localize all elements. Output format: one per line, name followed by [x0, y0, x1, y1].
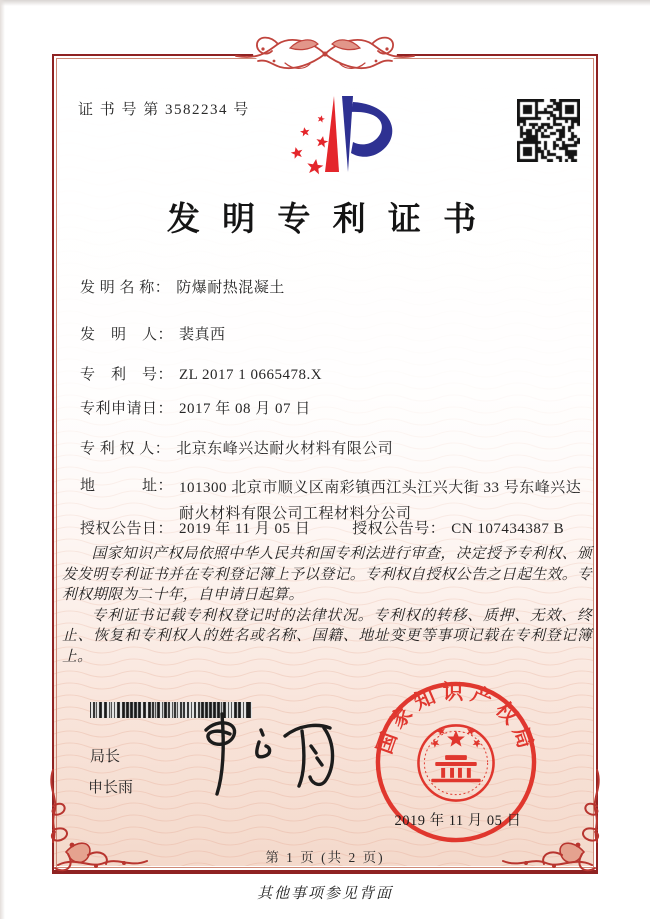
field-invention-name	[80, 277, 594, 299]
grant-number-value: CN 107434387 B	[451, 521, 565, 537]
certificate-title: 发 明 专 利 证 书	[166, 202, 484, 238]
field-patentee	[80, 438, 594, 460]
field-value: ZL 2017 1 0665478.X	[179, 367, 323, 383]
legal-paragraph-1: 国家知识产权局依照中华人民共和国专利法进行审查，决定授予专利权、颁发发明专利证书并在专利登记簿上予以登记。专利权自授权公告之日起生效。专利权期限为二十年，自申请日起算。	[62, 546, 592, 604]
svg-text:国家知识产权局	[373, 681, 539, 757]
cnipa-logo-icon	[252, 90, 402, 180]
grant-number-label: 授权公告号：	[352, 521, 446, 537]
grant-date-value: 2019 年 11 月 05 日	[179, 521, 311, 537]
field-label: 地 址：	[80, 478, 174, 494]
qr-code	[517, 99, 580, 162]
field-filing-date	[80, 398, 594, 420]
field-value: 北京东峰兴达耐火材料有限公司	[176, 441, 394, 457]
handwritten-signature-icon	[185, 698, 350, 810]
legal-paragraph-2: 专利证书记载专利权登记时的法律状况。专利权的转移、质押、无效、终止、恢复和专利权人的姓名或名称、国籍、地址变更等事项记载在专利登记簿上。	[62, 607, 592, 665]
field-label: 专 利 号：	[80, 367, 174, 383]
field-value: 防爆耐热混凝土	[176, 280, 285, 296]
field-value: 2017 年 08 月 07 日	[179, 401, 311, 417]
field-patent-number	[80, 364, 594, 386]
legal-text	[62, 544, 592, 668]
field-value: 裴真西	[179, 327, 226, 343]
officer-title: 局长	[90, 748, 121, 765]
field-label: 专利申请日：	[80, 401, 174, 417]
field-value: 101300 北京市顺义区南彩镇西江头江兴大街 33 号东峰兴达耐火材料有限公司工程材料分公司	[179, 480, 582, 522]
seal-text: 国家知识产权局	[374, 682, 538, 757]
grant-date-label: 授权公告日：	[80, 521, 174, 537]
top-border-ornament-icon	[230, 30, 420, 78]
field-label: 专 利 权 人：	[80, 441, 171, 457]
page-number: 第 1 页 (共 2 页)	[265, 850, 385, 865]
field-label: 发 明 名 称：	[80, 280, 171, 296]
officer-name: 申长雨	[88, 779, 134, 796]
back-side-note: 其他事项参见背面	[256, 886, 393, 902]
seal-date: 2019 年 11 月 05 日	[394, 813, 522, 829]
field-inventor	[80, 324, 594, 346]
field-grant-row	[80, 518, 594, 540]
certificate-number: 证 书 号 第 3582234 号	[78, 102, 250, 118]
field-label: 发 明 人：	[80, 327, 174, 343]
